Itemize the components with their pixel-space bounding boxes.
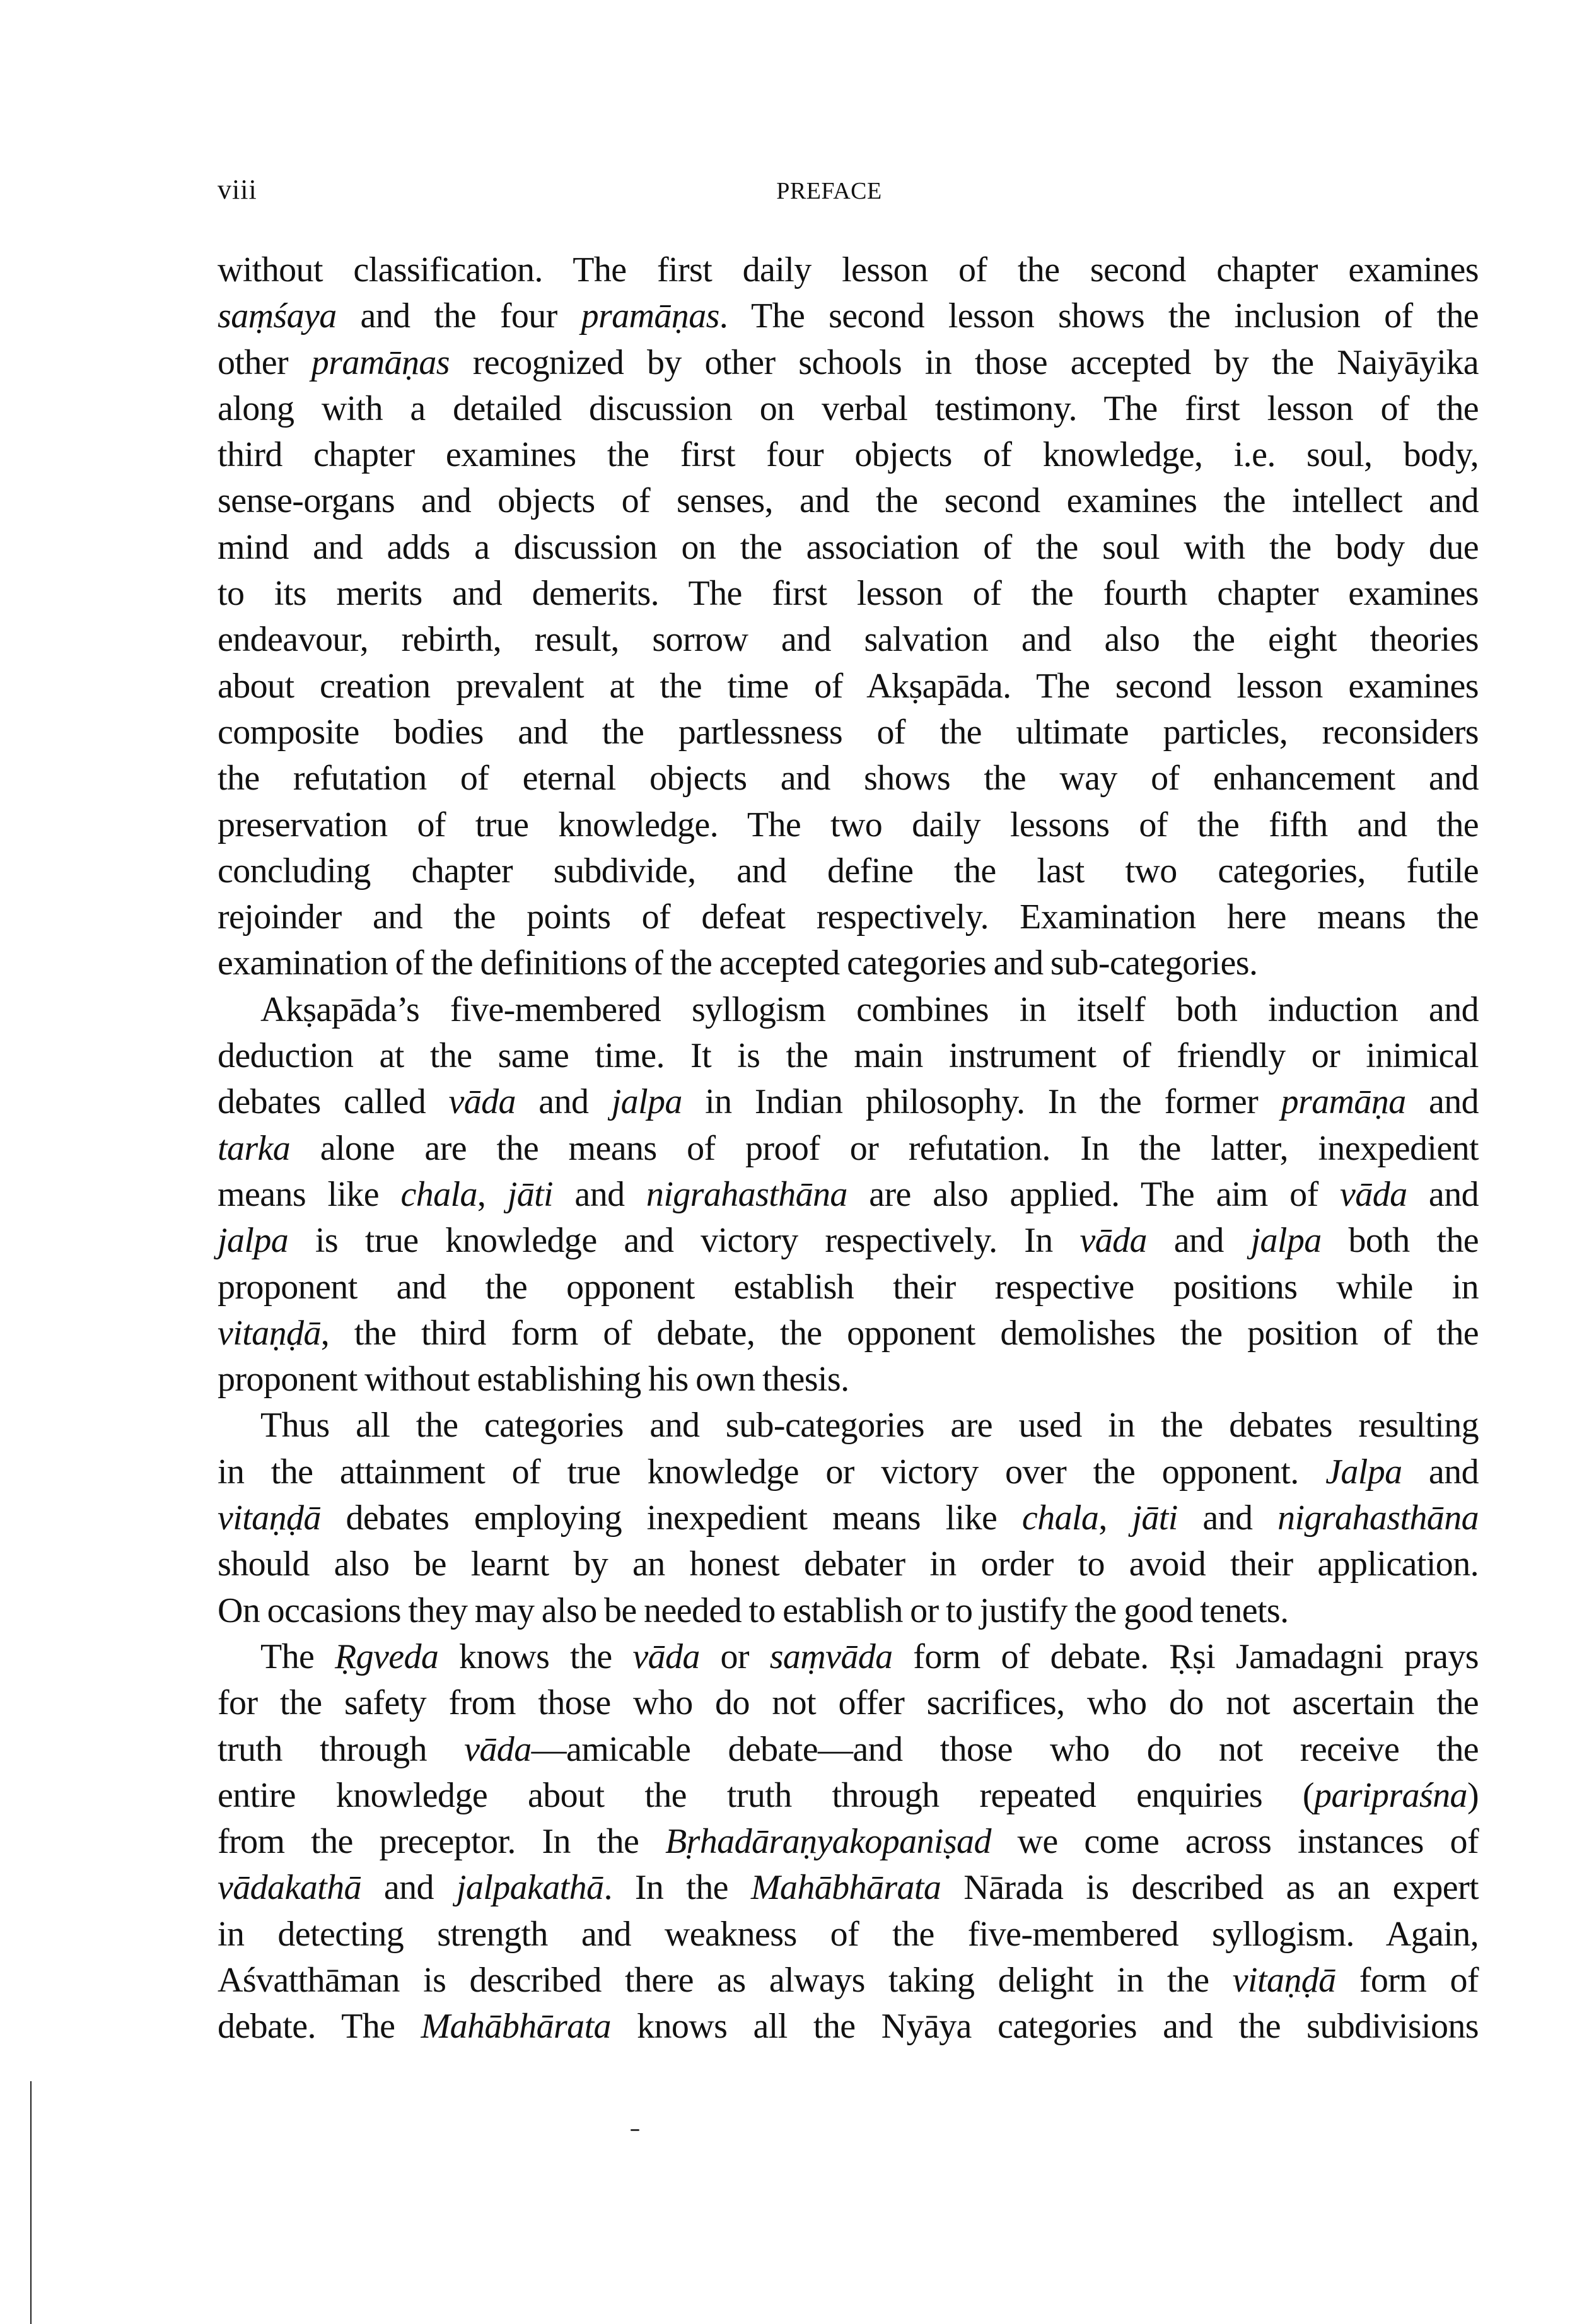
text-line: tarka alone are the means of proof or refutation. In the latter, inexpedient xyxy=(218,1128,1479,1168)
text-line: vitaṇḍā, the third form of debate, the opponent demolishes the position of the xyxy=(218,1313,1479,1353)
text-line: debates called vāda and jalpa in Indian philosophy. In the former pramāṇa and xyxy=(218,1082,1479,1122)
text-line: proponent and the opponent establish their respective positions while in xyxy=(218,1267,1479,1307)
text-line: in the attainment of true knowledge or victory over the opponent. Jalpa and xyxy=(218,1452,1479,1492)
text-line: preservation of true knowledge. The two daily lessons of the fifth and the xyxy=(218,805,1479,844)
text-line: saṃśaya and the four pramāṇas. The second lesson shows the inclusion of the xyxy=(218,296,1479,336)
text-line: concluding chapter subdivide, and define the last two categories, futile xyxy=(218,851,1479,890)
text-line: to its merits and demerits. The first lesson of the fourth chapter examines xyxy=(218,574,1479,614)
text-line: from the preceptor. In the Bṛhadāraṇyakopaniṣad we come across instances of xyxy=(218,1822,1479,1862)
text-line: The Ṛgveda knows the vāda or saṃvāda form of debate. Ṛṣi Jamadagni prays xyxy=(260,1637,1479,1676)
running-head xyxy=(218,173,1441,211)
scan-artifact-mark xyxy=(631,2129,639,2131)
text-line: means like chala, jāti and nigrahasthāna are also applied. The aim of vāda and xyxy=(218,1174,1479,1214)
text-line: the refutation of eternal objects and shows the way of enhancement and xyxy=(218,759,1479,798)
text-line: On occasions they may also be needed to establish or to justify the good tenets. xyxy=(218,1591,1289,1630)
text-line: about creation prevalent at the time of Akṣapāda. The second lesson examines xyxy=(218,666,1479,706)
text-line: composite bodies and the partlessness of the ultimate particles, reconsiders xyxy=(218,712,1479,752)
text-line: deduction at the same time. It is the main instrument of friendly or inimical xyxy=(218,1036,1479,1076)
running-head-title: PREFACE xyxy=(776,178,882,204)
text-line: without classification. The first daily lesson of the second chapter examines xyxy=(218,250,1479,289)
text-line: third chapter examines the first four objects of knowledge, i.e. soul, body, xyxy=(218,435,1479,475)
text-line: rejoinder and the points of defeat respectively. Examination here means the xyxy=(218,897,1479,937)
text-line: Akṣapāda’s five-membered syllogism combines in itself both induction and xyxy=(260,990,1479,1029)
text-line: for the safety from those who do not offer sacrifices, who do not ascertain the xyxy=(218,1683,1479,1723)
text-line: truth through vāda—amicable debate—and those who do not receive the xyxy=(218,1729,1479,1769)
text-line: vādakathā and jalpakathā. In the Mahābhārata Nārada is described as an expert xyxy=(218,1868,1479,1908)
page-number: viii xyxy=(218,174,257,205)
text-line: entire knowledge about the truth through repeated enquiries (paripraśna) xyxy=(218,1775,1479,1815)
text-line: sense-organs and objects of senses, and the second examines the intellect and xyxy=(218,481,1479,521)
text-line: other pramāṇas recognized by other schools in those accepted by the Naiyāyika xyxy=(218,342,1479,382)
text-line: vitaṇḍā debates employing inexpedient means like chala, jāti and nigrahasthāna xyxy=(218,1498,1479,1538)
text-line: endeavour, rebirth, result, sorrow and salvation and also the eight theories xyxy=(218,620,1479,660)
scan-edge-line xyxy=(30,2081,32,2324)
text-line: jalpa is true knowledge and victory respectively. In vāda and jalpa both the xyxy=(218,1221,1479,1261)
text-line: should also be learnt by an honest debater in order to avoid their application. xyxy=(218,1544,1479,1584)
body-text xyxy=(218,247,1479,2050)
text-line: Thus all the categories and sub-categories are used in the debates resulting xyxy=(260,1406,1479,1445)
text-line: Aśvatthāman is described there as always taking delight in the vitaṇḍā form of xyxy=(218,1960,1479,2000)
text-line: in detecting strength and weakness of the five-membered syllogism. Again, xyxy=(218,1914,1479,1954)
text-line: along with a detailed discussion on verbal testimony. The first lesson of the xyxy=(218,388,1479,428)
text-line: debate. The Mahābhārata knows all the Nyāya categories and the subdivisions xyxy=(218,2007,1479,2047)
text-line: examination of the definitions of the accepted categories and sub-categories. xyxy=(218,943,1258,983)
text-line: mind and adds a discussion on the association of the soul with the body due xyxy=(218,527,1479,567)
text-line: proponent without establishing his own thesis. xyxy=(218,1360,849,1399)
